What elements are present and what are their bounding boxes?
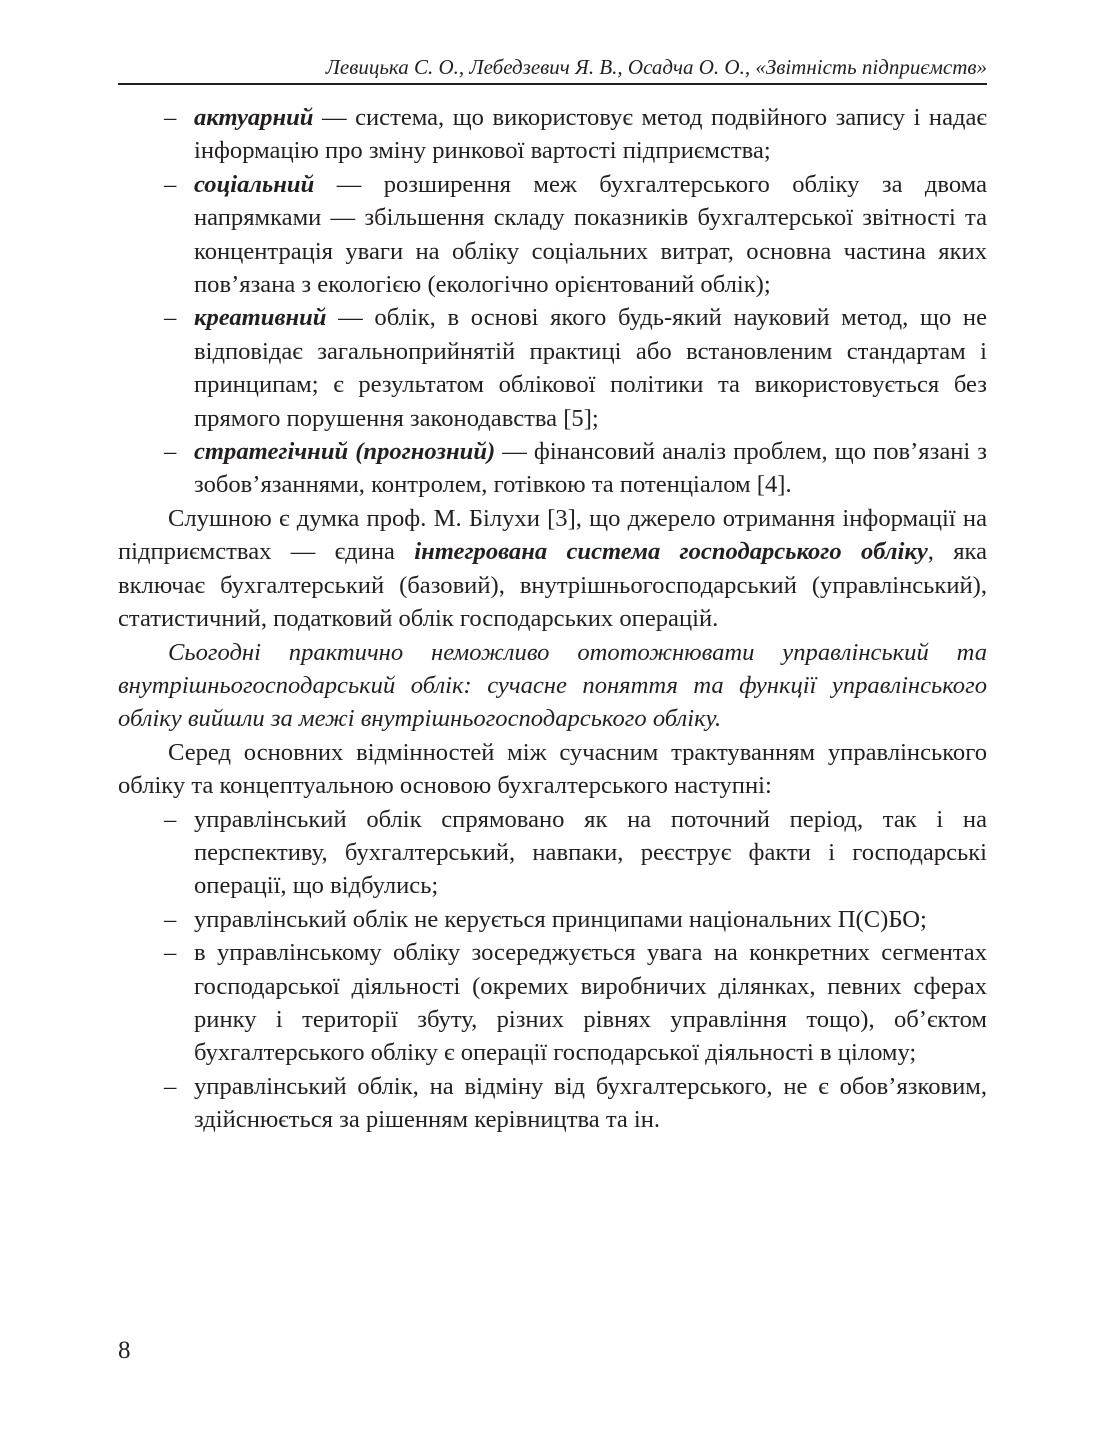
list-item-text: управлінський облік спрямовано як на поточний період, так і на перспективу, бухгалтерський, навпаки, реєструє факти і господарські операції, що відбулись; bbox=[194, 805, 987, 900]
list-item-difference bbox=[118, 1070, 987, 1137]
list-item-text: — облік, в основі якого будь-який науковий метод, що не відповідає загальноприйнятій практиці або встановленим стандартам і принципам; є результатом облікової політики та використовується без прямого порушення законодавства [5]; bbox=[194, 304, 987, 432]
list-item-text: управлінський облік, на відміну від бухгалтерського, не є обов’язковим, здійснюється за рішенням керівництва та ін. bbox=[194, 1072, 987, 1134]
bullet-dash: – bbox=[164, 170, 177, 198]
list-item-difference bbox=[118, 803, 987, 903]
list-item-difference bbox=[118, 936, 987, 1070]
bullet-dash: – bbox=[164, 438, 177, 466]
bullet-dash: – bbox=[164, 304, 177, 332]
term-social: соціальний bbox=[194, 170, 315, 198]
term-strategic: стратегічний (прогнозний) bbox=[194, 438, 496, 466]
paragraph-italic-statement: Сьогодні практично неможливо ототожнювати управлінський та внутрішньогосподарський облік: сучасне поняття та функції управлінського обліку вийшли за межі внутрішньогосподарського обліку. bbox=[118, 638, 987, 733]
paragraph-text: Слушною є думка проф. М. Білухи [3], що джерело отримання інформації на підприємствах — єдина bbox=[118, 504, 987, 566]
header-rule bbox=[118, 83, 987, 85]
list-item-actuarial bbox=[118, 101, 987, 168]
list-item-text: в управлінському обліку зосереджується увага на конкретних сегментах господарської діяльності (окремих виробничих ділянках, певних сферах ринку і території збуту, різних рівнях управління тощо), об’єктом бухгалтерського обліку є операції господарської діяльності в цілому; bbox=[194, 939, 987, 1067]
bullet-dash: – bbox=[164, 905, 177, 933]
list-item-social bbox=[118, 168, 987, 302]
term-creative: креативний bbox=[194, 304, 327, 332]
term-actuarial: актуарний bbox=[194, 104, 314, 131]
bullet-dash: – bbox=[164, 1072, 177, 1100]
bullet-dash: – bbox=[164, 104, 177, 131]
list-item-text: — система, що використовує метод подвійного запису і надає інформацію про зміну ринкової вартості підприємства; bbox=[194, 104, 987, 165]
list-item-text: управлінський облік не керується принципами національних П(С)БО; bbox=[194, 905, 927, 933]
term-integrated-system: інтегрована система господарського обліку bbox=[414, 538, 928, 566]
page-body bbox=[118, 101, 987, 1137]
list-item-creative bbox=[118, 301, 987, 435]
running-head: Левицька С. О., Лебедзевич Я. В., Осадча О. О., «Звітність підприємств» bbox=[325, 55, 987, 79]
bullet-dash: – bbox=[164, 939, 177, 967]
list-item-text: — розширення меж бухгалтерського обліку за двома напрямками — збільшення складу показників бухгалтерської звітності та концентрація уваги на обліку соціальних витрат, основна частина яких пов’язана з екологією (екологічно орієнтований облік); bbox=[194, 170, 987, 299]
paragraph-biluha bbox=[118, 502, 987, 636]
list-item-strategic bbox=[118, 435, 987, 502]
list-item-text: — фінансовий аналіз проблем, що пов’язані з зобов’язаннями, контролем, готівкою та потенціалом [4]. bbox=[194, 438, 987, 499]
paragraph-differences-intro: Серед основних відмінностей між сучасним трактуванням управлінського обліку та концептуальною основою бухгалтерського наступні: bbox=[118, 738, 987, 800]
page-number: 8 bbox=[118, 1337, 131, 1364]
bullet-dash: – bbox=[164, 805, 177, 833]
list-item-difference bbox=[118, 903, 987, 936]
paragraph-text: , яка включає бухгалтерський (базовий), внутрішньогосподарський (управлінський), статистичний, податковий облік господарських операцій. bbox=[118, 538, 988, 633]
